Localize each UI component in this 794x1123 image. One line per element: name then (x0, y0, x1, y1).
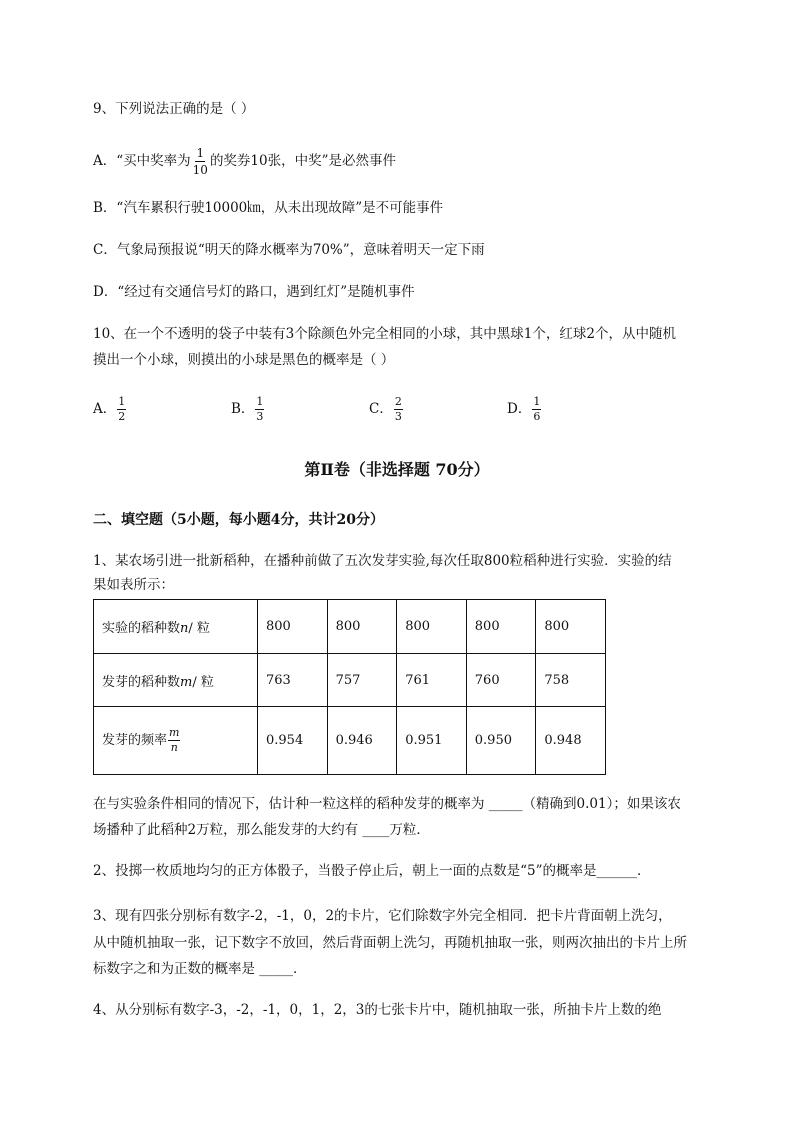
q9-a-fraction (192, 146, 209, 177)
q9-a-frac-den: 10 (192, 163, 208, 177)
table-cell: 763 (258, 654, 328, 707)
q10-option-a (93, 396, 127, 423)
fq4-text: 4、从分别标有数字-3，-2，-1，0，1，2，3的七张卡片中，随机抽取一张，所抽卡片上数的绝 (93, 1002, 662, 1018)
q9-option-d: D．“经过有交通信号灯的路口，遇到红灯”是随机事件 (93, 284, 415, 300)
table-cell: 800 (466, 600, 536, 654)
q10-d-label: D． (507, 401, 532, 417)
q10-a-num: 1 (118, 395, 126, 408)
q10-c-fraction (394, 396, 403, 423)
table-cell: 761 (397, 654, 467, 707)
q10-b-fraction (255, 396, 264, 423)
fq2-text: 2、投掷一枚质地均匀的正方体骰子，当骰子停止后，朝上一面的点数是“5”的概率是______． (93, 863, 651, 879)
q10-a-label: A． (93, 401, 117, 417)
row3-label-pre: 发芽的频率 (102, 733, 168, 748)
table-cell: 760 (466, 654, 536, 707)
q10-b-num: 1 (256, 395, 264, 408)
fq1-line1: 1、某农场引进一批新稻种，在播种前做了五次发芽实验,每次任取800粒稻种进行实验．实验的结 (93, 553, 672, 569)
q10-d-num: 1 (533, 395, 541, 408)
table-row-frequency (94, 707, 606, 775)
table-cell: 0.951 (397, 707, 467, 775)
section-heading: 二、填空题（5小题，每小题4分，共计20分） (93, 512, 384, 528)
row3-frac-den: n (170, 741, 178, 754)
q10-a-den: 2 (118, 410, 126, 423)
q10-d-den: 6 (533, 410, 541, 423)
row3-fraction (168, 727, 180, 754)
fq1-after-line2: 场播种了此稻种2万粒，那么能发芽的大约有 ____万粒． (93, 822, 430, 838)
q9-option-a (93, 146, 396, 177)
q10-c-label: C． (369, 401, 393, 417)
table-cell: 758 (536, 654, 606, 707)
row1-label-pre: 实验的稻种数 (102, 621, 181, 636)
table-cell: 800 (327, 600, 397, 654)
row2-label-pre: 发芽的稻种数 (102, 674, 181, 690)
table-row-seeds (94, 600, 606, 654)
q10-stem-line2: 摸出一个小球，则摸出的小球是黑色的概率是（ ） (93, 352, 395, 368)
row1-header (94, 600, 258, 654)
table-row-germinated (94, 654, 606, 707)
fq3-line2: 从中随机抽取一张，记下数字不放回，然后背面朝上洗匀，再随机抽取一张，则两次抽出的卡片上所 (93, 935, 687, 951)
fq3-line3: 标数字之和为正数的概率是 _____． (93, 961, 307, 977)
q10-b-den: 3 (256, 410, 264, 423)
q10-d-fraction (532, 396, 541, 423)
row3-header (94, 707, 258, 775)
table-cell: 800 (536, 600, 606, 654)
table-cell: 0.948 (536, 707, 606, 775)
fq3-line1: 3、现有四张分别标有数字-2，-1，0，2的卡片，它们除数字外完全相同．把卡片背面朝上洗匀， (93, 908, 672, 924)
q9-option-b: B．“汽车累积行驶10000㎞，从未出现故障”是不可能事件 (93, 200, 444, 216)
row2-var: m (180, 674, 193, 690)
section-title: 第Ⅱ卷（非选择题 70分） (304, 460, 490, 479)
row2-header (94, 654, 258, 707)
q10-stem-line1: 10、在一个不透明的袋子中装有3个除颜色外完全相同的小球，其中黑球1个，红球2个，从中随机 (93, 326, 676, 342)
table-cell: 800 (258, 600, 328, 654)
q10-option-b (231, 396, 265, 423)
q10-option-c (369, 396, 404, 423)
row1-label-post: / 粒 (188, 621, 210, 636)
table-cell: 0.954 (258, 707, 328, 775)
row1-var: n (180, 621, 189, 636)
row3-frac-num: m (169, 726, 180, 739)
table-cell: 0.950 (466, 707, 536, 775)
q9-a-frac-num: 1 (196, 146, 205, 160)
row2-label-post: / 粒 (192, 674, 214, 690)
q9-option-c: C．气象局预报说“明天的降水概率为70%”，意味着明天一定下雨 (93, 242, 485, 258)
germination-table (93, 599, 606, 775)
fq1-line2: 果如表所示： (93, 577, 174, 593)
q10-a-fraction (117, 396, 126, 423)
fq1-after-line1: 在与实验条件相同的情况下，估计种一粒这样的稻种发芽的概率为 _____（精确到0.01）；如果该农 (93, 796, 681, 812)
table-cell: 0.946 (327, 707, 397, 775)
table-cell: 800 (397, 600, 467, 654)
q10-option-d (507, 396, 542, 423)
q10-b-label: B． (231, 401, 255, 417)
q10-c-den: 3 (394, 410, 402, 423)
table-cell: 757 (327, 654, 397, 707)
q10-c-num: 2 (394, 395, 402, 408)
q9-a-prefix: A．“买中奖率为 (93, 153, 191, 169)
q9-stem: 9、下列说法正确的是（ ） (93, 101, 255, 117)
q9-a-suffix: 的奖券10张，中奖”是必然事件 (209, 153, 397, 169)
